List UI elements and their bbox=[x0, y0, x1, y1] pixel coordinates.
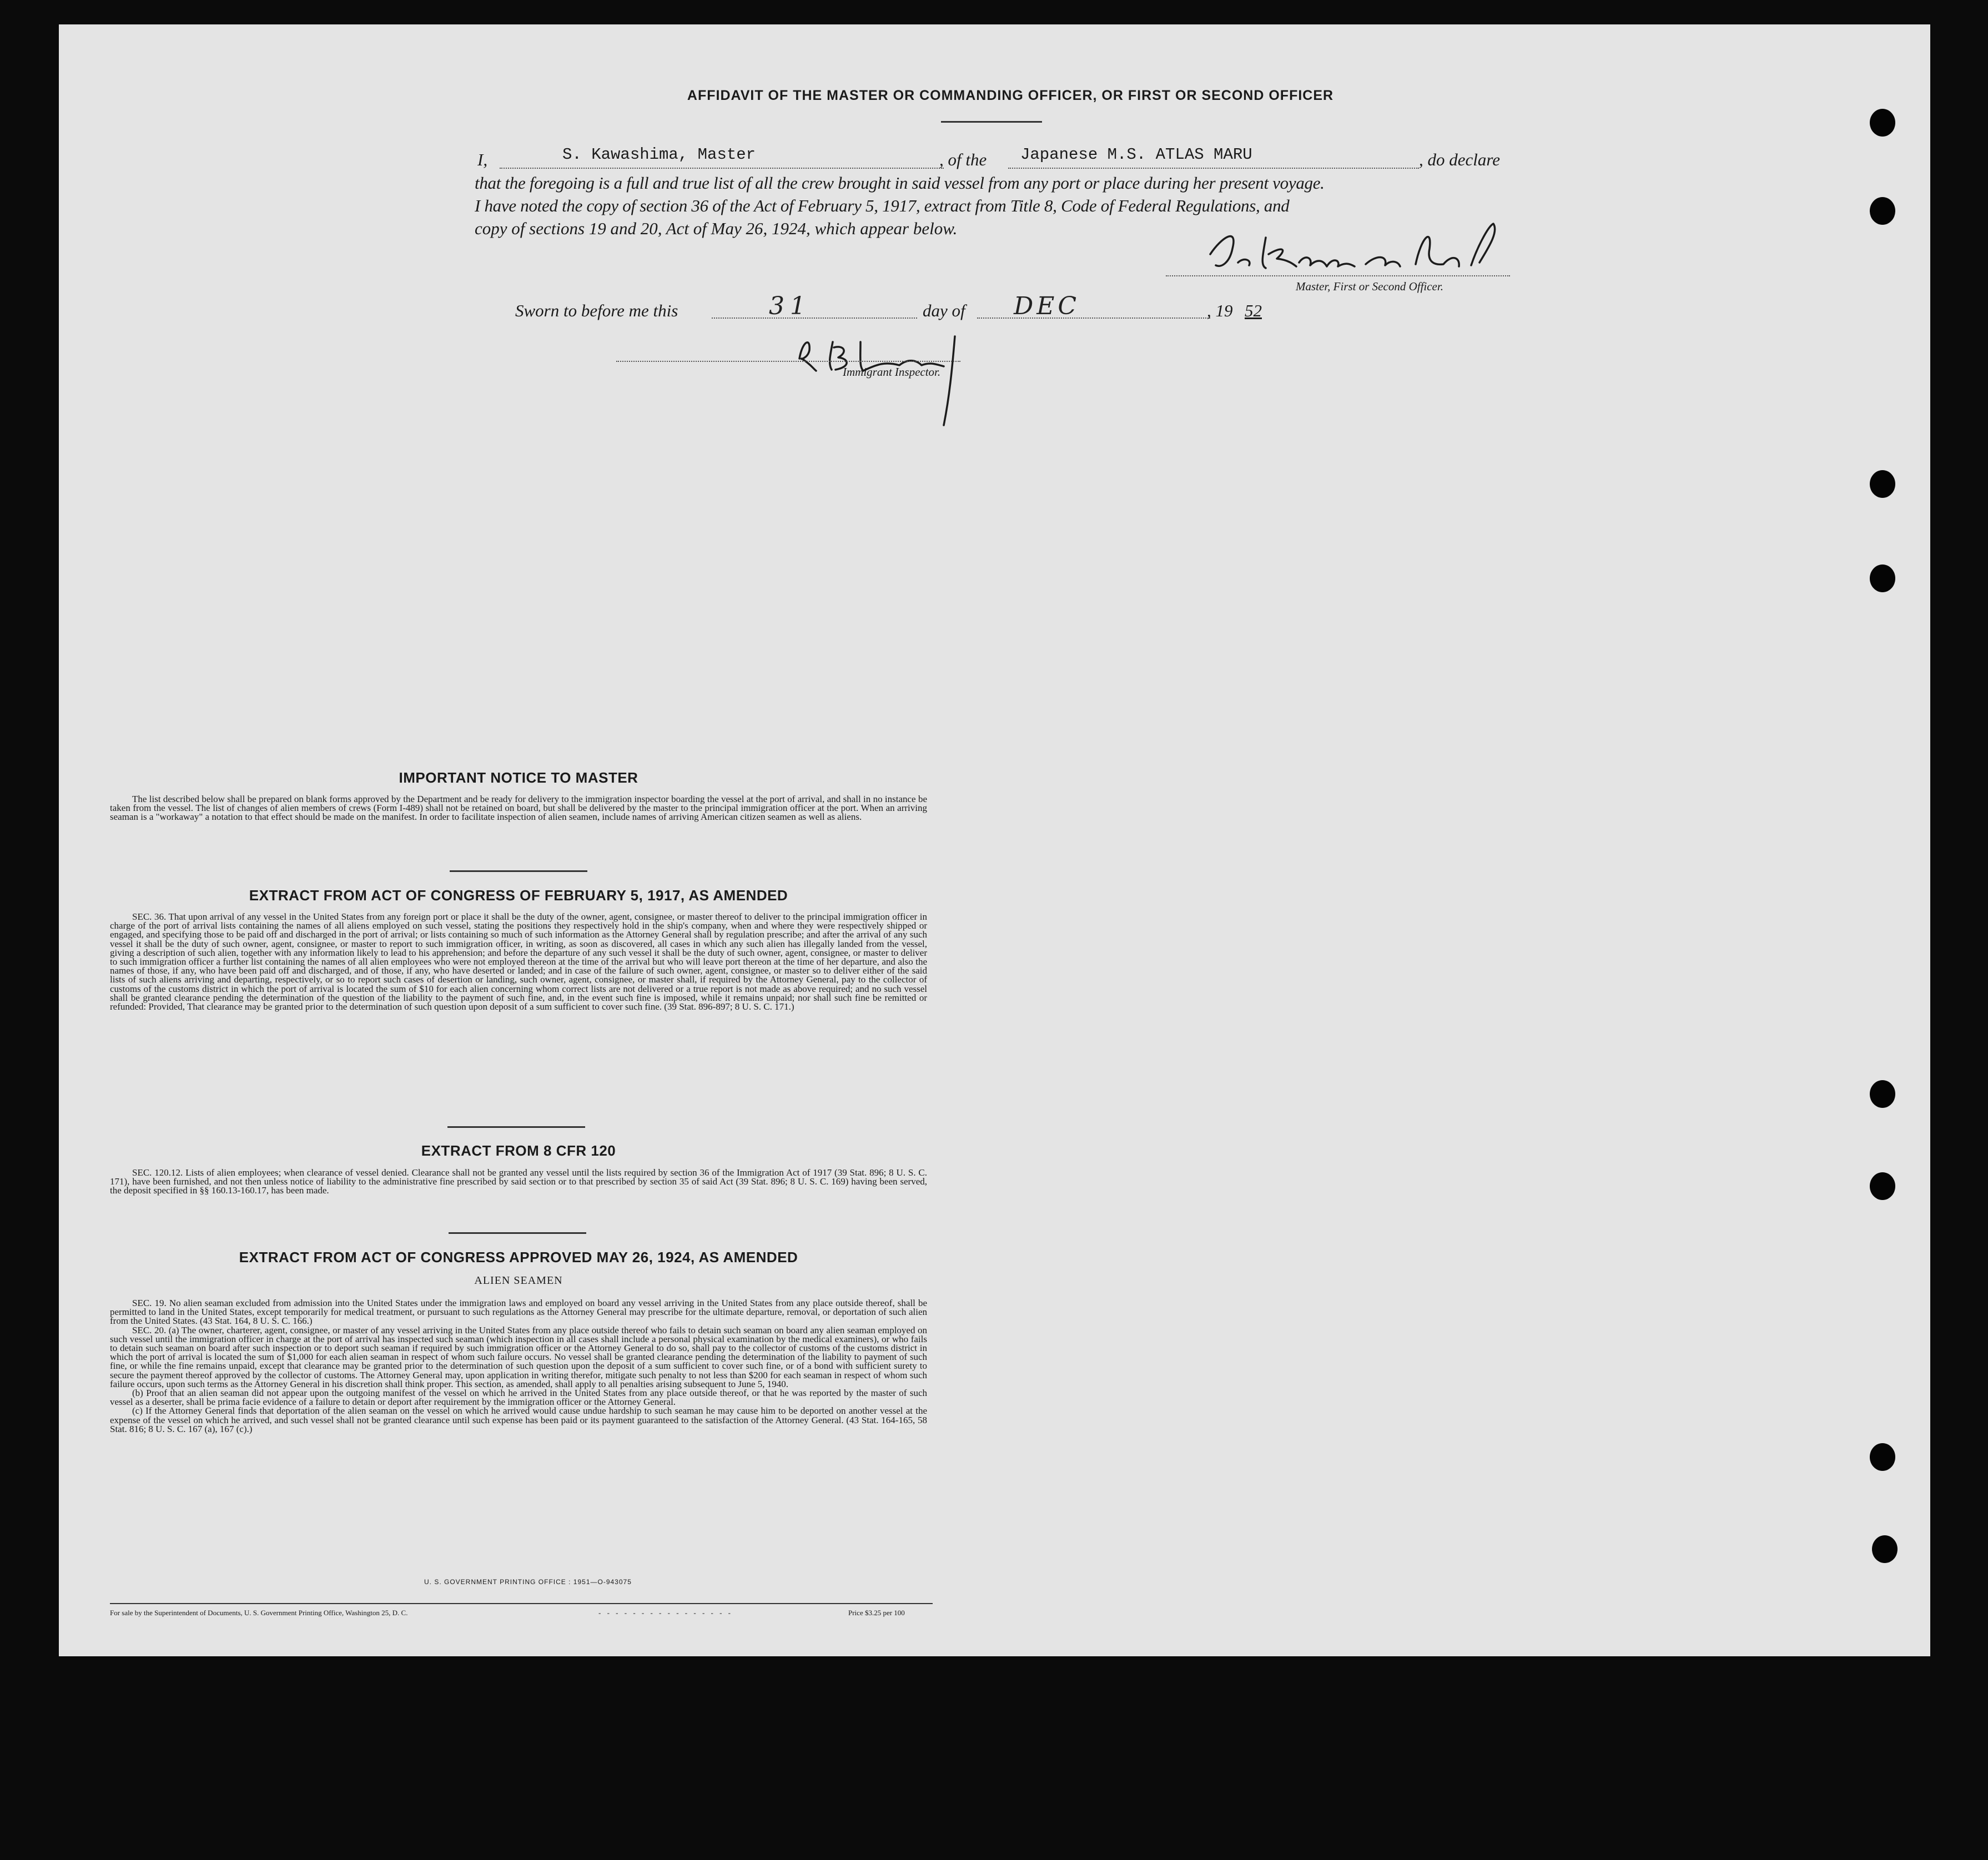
punch-hole bbox=[1870, 1443, 1895, 1471]
master-signature bbox=[1199, 215, 1510, 282]
month-fill-line bbox=[977, 317, 1210, 319]
master-signature-line bbox=[1166, 275, 1510, 276]
notice-text bbox=[110, 795, 927, 822]
punch-hole bbox=[1870, 470, 1895, 498]
section-divider bbox=[447, 1126, 585, 1128]
leader-dots: - - - - - - - - - - - - - - - - bbox=[598, 1609, 733, 1617]
master-caption: Master, First or Second Officer. bbox=[1296, 280, 1443, 293]
extract-cfr-heading: EXTRACT FROM 8 CFR 120 bbox=[421, 1142, 616, 1159]
master-name-field: S. Kawashima, Master bbox=[562, 145, 756, 164]
extract-1924-heading: EXTRACT FROM ACT OF CONGRESS APPROVED MAY 26, 1924, AS AMENDED bbox=[239, 1249, 798, 1266]
punch-hole bbox=[1870, 197, 1895, 225]
punch-hole bbox=[1870, 109, 1895, 137]
notice-heading: IMPORTANT NOTICE TO MASTER bbox=[399, 769, 638, 786]
sec-20c-paragraph: (c) If the Attorney General finds that deportation of the alien seaman on the vessel on which he arrived would cause undue hardship to such seaman he may cause him to be deported on another vessel at the expense of the vessel on which he arrived, and such vessel shall not be granted clearance until such expense has been paid or its payment guaranteed to the satisfaction of the Attorney General. (43 Stat. 164-165, 58 Stat. 816; 8 U. S. C. 167 (a), 167 (c).) bbox=[110, 1405, 927, 1434]
affidavit-i-label: I, bbox=[477, 150, 488, 169]
name-fill-line bbox=[500, 168, 944, 169]
footer-rule bbox=[110, 1603, 933, 1604]
sec-120-12-paragraph: SEC. 120.12. Lists of alien employees; when clearance of vessel denied. Clearance shall not be granted any vessel until the lists required by section 36 of the Immigration Act of 1917 (39 Stat. 896; 8 U. S. C. 171), have been furnished, and not then unless notice of liability to the administrative fine prescribed by said section or to that prescribed by section 35 of said Act (39 Stat. 896; 8 U. S. C. 169) having been served, the deposit specified in §§ 160.13-160.17, has been made. bbox=[110, 1167, 927, 1196]
notice-paragraph: The list described below shall be prepared on blank forms approved by the Department and be ready for delivery to the immigration inspector boarding the vessel at the port of arrival, and shall in no instance be taken from the vessel. The list of changes of alien members of crews (Form I-489) shall not be retained on board, but shall be delivered by the master to the principal immigration officer at the port. When an arriving seaman is a "workaway" a notation to that effect should be made on the manifest. In order to facilitate inspection of alien seamen, include names of arriving American citizen seamen as well as aliens. bbox=[110, 794, 927, 823]
year-prefix-label: , 19 bbox=[1207, 301, 1233, 320]
price-text: Price $3.25 per 100 bbox=[848, 1609, 905, 1617]
day-of-label: day of bbox=[923, 301, 965, 320]
sec-19-paragraph: SEC. 19. No alien seaman excluded from admission into the United States under the immigration laws and employed on board any vessel arriving in the United States from any place outside thereof, shall be permitted to land in the United States, except temporarily for medical treatment, or pursuant to such regulations as the Attorney General may prescribe for the ultimate departure, removal, or deportation of such alien from the United States. (43 Stat. 164, 8 U. S. C. 166.) bbox=[110, 1298, 927, 1327]
sec-20b-paragraph: (b) Proof that an alien seaman did not appear upon the outgoing manifest of the vessel on which he arrived in the United States from any place outside thereof, or that he was reported by the master of such vessel as a deserter, shall be prima facie evidence of a failure to detain or deport after requirement by the immigration officer or the Attorney General. bbox=[110, 1388, 927, 1408]
affidavit-title: AFFIDAVIT OF THE MASTER OR COMMANDING OFFICER, OR FIRST OR SECOND OFFICER bbox=[687, 88, 1334, 103]
inspector-signature-line bbox=[616, 361, 960, 362]
affidavit-line-4: copy of sections 19 and 20, Act of May 26, 1924, which appear below. bbox=[475, 219, 958, 238]
vessel-name-field: Japanese M.S. ATLAS MARU bbox=[1020, 145, 1252, 164]
punch-hole bbox=[1870, 564, 1895, 592]
punch-hole bbox=[1872, 1535, 1898, 1563]
day-field: 31 bbox=[769, 292, 811, 320]
extract-1924-text bbox=[110, 1299, 927, 1434]
do-declare-label: , do declare bbox=[1419, 150, 1501, 169]
sworn-label: Sworn to before me this bbox=[515, 301, 678, 320]
day-fill-line bbox=[712, 317, 917, 319]
of-the-label: , of the bbox=[939, 150, 987, 169]
sec-36-paragraph: SEC. 36. That upon arrival of any vessel in the United States from any foreign port or place it shall be the duty of the owner, agent, consignee, or master thereof to deliver to the principal immigration officer in charge of the port of arrival lists containing the names of all aliens employed on such vessel, stating the positions they respectively hold in the ship's company, when and where they were respectively shipped or engaged, and specifying those to be paid off and discharged in the port of arrival; or lists containing so much of such information as the Attorney General shall by regulation prescribe; and after the arrival of any such vessel it shall be the duty of such owner, agent, consignee, or master to report to such immigration officer, in writing, as soon as discovered, all cases in which any such alien has illegally landed from the vessel, giving a description of such alien, together with any information likely to lead to his apprehension; and before the departure of any such vessel it shall be the duty of such owner, agent, consignee, or master to deliver to such immigration officer a further list containing the names of all alien employees who were not employed thereon at the time of the arrival but who will leave port thereon at the time of her departure, and also the names of those, if any, who have been paid off and discharged, and of those, if any, who have deserted or landed; and in case of the failure of such owner, agent, consignee, or master so to deliver either of the said lists of such aliens arriving and departing, respectively, or so to report such cases of desertion or landing, such owner, agent, consignee, or master shall, if required by the Attorney General, pay to the collector of customs of the customs district in which the port of arrival is located the sum of $10 for each alien concerning whom correct lists are not delivered or a true report is not made as above required; and no such vessel shall be granted clearance pending the determination of the question of the liability to the payment of such fine, and, in the event such fine is imposed, while it remains unpaid; nor shall such fine be remitted or refunded: Provided, That clearance may be granted prior to the determination of such question upon deposit of a sum sufficient to cover such fine. (39 Stat. 896-897; 8 U. S. C. 171.) bbox=[110, 911, 927, 1012]
section-divider bbox=[450, 870, 587, 872]
alien-seamen-subheading: ALIEN SEAMEN bbox=[474, 1274, 563, 1287]
vessel-fill-line bbox=[1008, 168, 1419, 169]
inspector-caption: Immigrant Inspector. bbox=[843, 365, 941, 379]
title-divider bbox=[941, 121, 1042, 123]
footer bbox=[110, 1609, 932, 1617]
extract-1917-heading: EXTRACT FROM ACT OF CONGRESS OF FEBRUARY 5, 1917, AS AMENDED bbox=[249, 887, 788, 904]
section-divider bbox=[449, 1232, 586, 1234]
month-field: DEC bbox=[1014, 292, 1080, 320]
extract-cfr-text bbox=[110, 1168, 927, 1196]
punch-hole bbox=[1870, 1080, 1895, 1108]
affidavit-line-2: that the foregoing is a full and true list of all the crew brought in said vessel from any port or place during her present voyage. bbox=[475, 173, 1325, 193]
year-field: 52 bbox=[1245, 301, 1262, 320]
sec-20a-paragraph: SEC. 20. (a) The owner, charterer, agent, consignee, or master of any vessel arriving in the United States from any place outside thereof who fails to detain such seaman on board any alien seaman employed on such vessel until the immigration officer in charge at the port of arrival has inspected such seaman (which inspection in all cases shall include a personal physical examination by the medical examiners), or who fails to detain such seaman on board after such inspection or to deport such seaman if required by such immigration officer or the Attorney General to do so, shall pay to the collector of customs of the customs district in which the port of arrival is located the sum of $1,000 for each alien seaman in respect of whom such failure occurs. No vessel shall be granted clearance pending the determination of the liability to payment of such fine, or while the fine remains unpaid, except that clearance may be granted prior to the determination of such question upon the deposit of a sum sufficient to cover such fine, or of a bond with sufficient surety to secure the payment thereof approved by the collector of customs. The Attorney General may, upon application in writing therefor, mitigate such penalty to not less than $200 for each seaman in respect of whom such failure occurs, upon such terms as the Attorney General in his discretion shall think proper. This section, as amended, shall apply to all penalties arising subsequent to June 5, 1940. bbox=[110, 1324, 927, 1389]
affidavit-line-3: I have noted the copy of section 36 of the Act of February 5, 1917, extract from Title 8, Code of Federal Regulations, and bbox=[475, 196, 1290, 215]
extract-1917-text bbox=[110, 913, 927, 1011]
punch-hole bbox=[1870, 1172, 1895, 1200]
gpo-line: U. S. GOVERNMENT PRINTING OFFICE : 1951—O-943075 bbox=[424, 1578, 632, 1586]
for-sale-text: For sale by the Superintendent of Documents, U. S. Government Printing Office, Washington 25, D. C. bbox=[110, 1609, 408, 1617]
